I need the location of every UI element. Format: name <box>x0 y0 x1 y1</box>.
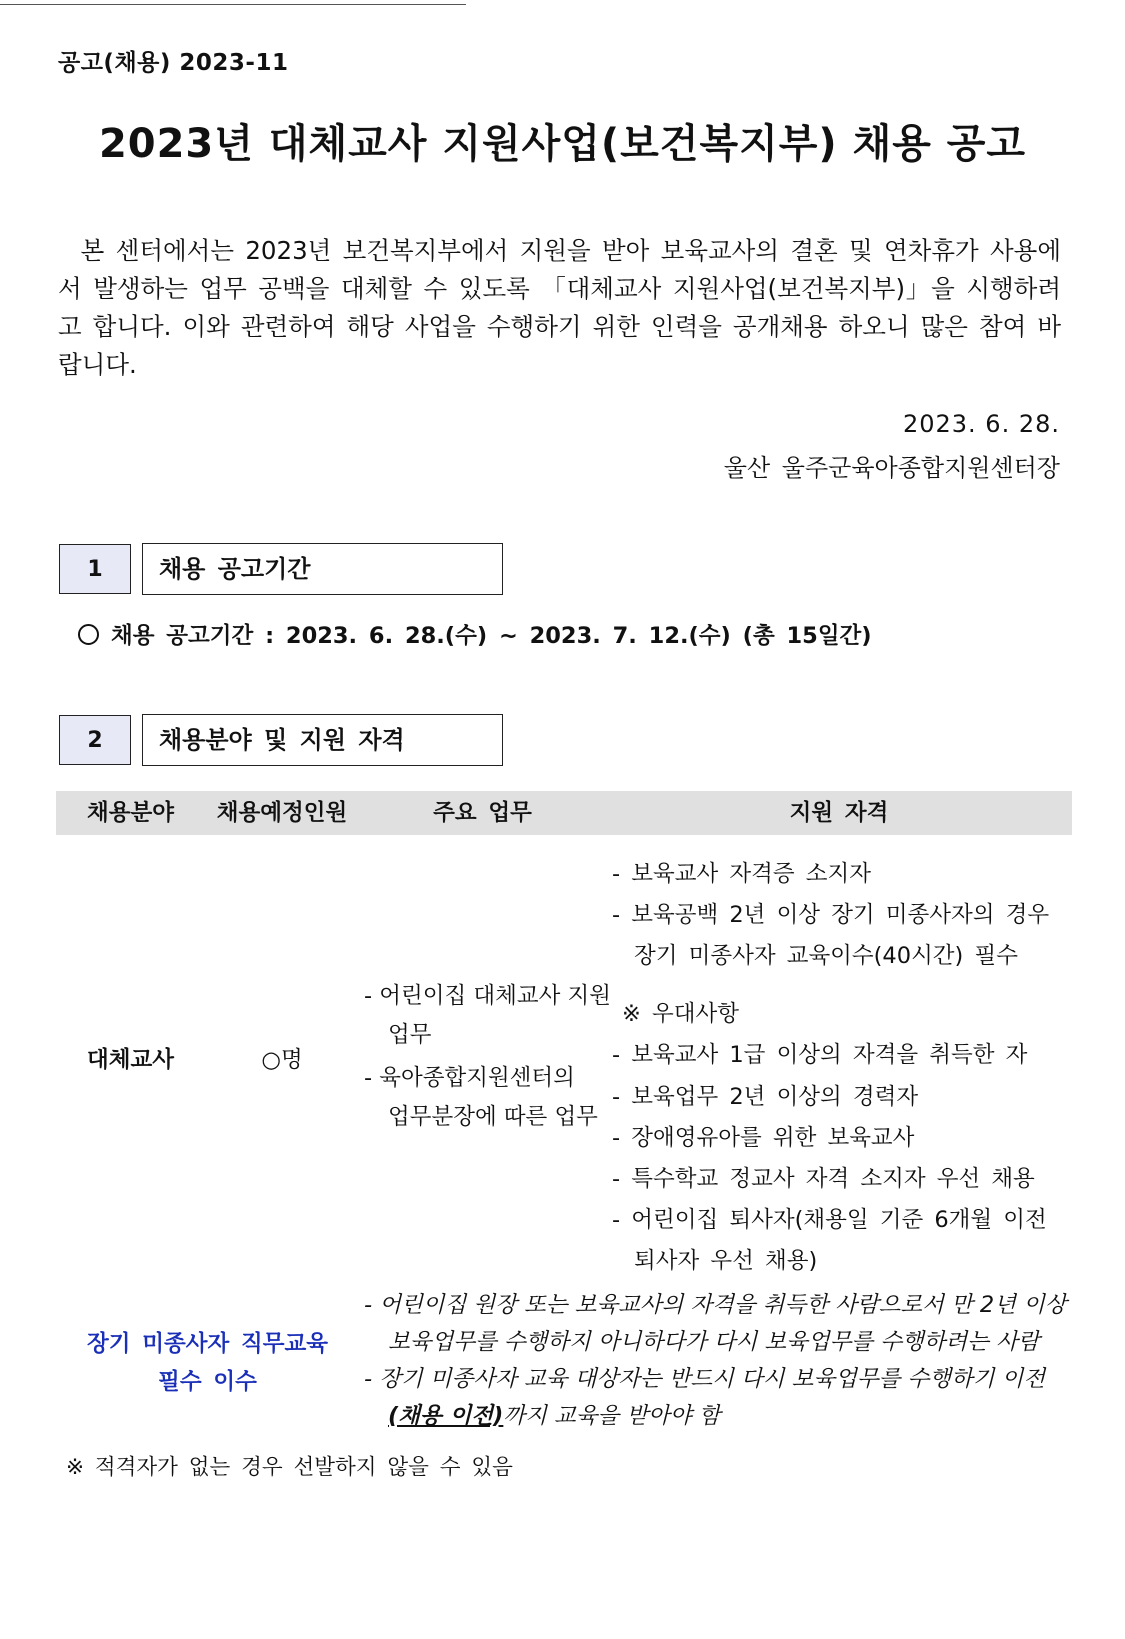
preference-line: - 장애영유아를 위한 보육교사 <box>612 1125 915 1151</box>
duty-line: - 어린이집 대체교사 지원 <box>364 983 611 1009</box>
headcount-value: ○명 <box>261 1047 303 1073</box>
section-1-number: 1 <box>59 544 131 594</box>
field-value: 대체교사 <box>87 1047 174 1073</box>
preference-line: - 어린이집 퇴사자(채용일 기준 6개월 이전 <box>612 1207 1047 1233</box>
education-line <box>388 1398 720 1435</box>
header-duties: 주요 업무 <box>433 800 532 826</box>
education-line: - 어린이집 원장 또는 보육교사의 자격을 취득한 사람으로서 만 2년 이상 <box>364 1292 1067 1318</box>
education-line: 보육업무를 수행하지 아니하다가 다시 보육업무를 수행하려는 사람 <box>388 1329 1040 1355</box>
preferences-title: ※ 우대사항 <box>622 1001 739 1027</box>
footnote: ※ 적격자가 없는 경우 선발하지 않을 수 있음 <box>66 1455 513 1480</box>
header-headcount: 채용예정인원 <box>216 800 348 826</box>
qualification-line: - 보육교사 자격증 소지자 <box>612 861 871 887</box>
recruit-period <box>78 618 872 650</box>
preference-line: - 보육교사 1급 이상의 자격을 취득한 자 <box>612 1042 1028 1068</box>
section-1-title: 채용 공고기간 <box>142 543 503 595</box>
education-line: - 장기 미종사자 교육 대상자는 반드시 다시 보육업무를 수행하기 이전 <box>364 1366 1046 1392</box>
signer: 울산 울주군육아종합지원센터장 <box>723 454 1060 482</box>
education-emphasis: (채용 이전) <box>388 1403 504 1429</box>
section-2-title: 채용분야 및 지원 자격 <box>142 714 503 766</box>
duty-line: 업무 <box>388 1022 432 1048</box>
section-2-number: 2 <box>59 715 131 765</box>
intro-paragraph <box>58 232 1061 384</box>
duty-line: 업무분장에 따른 업무 <box>388 1104 598 1130</box>
notice-date: 2023. 6. 28. <box>902 410 1060 438</box>
header-field: 채용분야 <box>87 800 174 826</box>
qualification-line: - 보육공백 2년 이상 장기 미종사자의 경우 <box>612 902 1050 928</box>
education-label-line2: 필수 이수 <box>158 1369 257 1395</box>
recruit-period-text: 채용 공고기간 : 2023. 6. 28.(수) ~ 2023. 7. 12.(수) (총 15일간) <box>111 623 872 649</box>
notice-number: 공고(채용) 2023-11 <box>58 50 289 76</box>
page-title: 2023년 대체교사 지원사업(보건복지부) 채용 공고 <box>98 121 1027 167</box>
preference-line: 퇴사자 우선 채용) <box>634 1248 818 1274</box>
header-qualifications: 지원 자격 <box>789 800 889 826</box>
circle-bullet-icon <box>78 624 99 645</box>
preference-line: - 보육업무 2년 이상의 경력자 <box>612 1084 919 1110</box>
education-line-rest: 까지 교육을 받아야 함 <box>503 1403 721 1429</box>
duty-line: - 육아종합지원센터의 <box>364 1065 575 1091</box>
intro-text: 본 센터에서는 2023년 보건복지부에서 지원을 받아 보육교사의 결혼 및 연차휴가 사용에서 발생하는 업무 공백을 대체할 수 있도록 「대체교사 지원사업(보건복지부)」을 시행하려고 합니다. 이와 관련하여 해당 사업을 수행하기 위한 인력을 공개채용 하오니 많은 참여 바랍니다. <box>58 236 1062 379</box>
preference-line: - 특수학교 정교사 자격 소지자 우선 채용 <box>612 1166 1035 1192</box>
education-label-line1: 장기 미종사자 직무교육 <box>86 1331 329 1357</box>
qualification-line: 장기 미종사자 교육이수(40시간) 필수 <box>634 943 1018 969</box>
education-label <box>56 1325 359 1401</box>
